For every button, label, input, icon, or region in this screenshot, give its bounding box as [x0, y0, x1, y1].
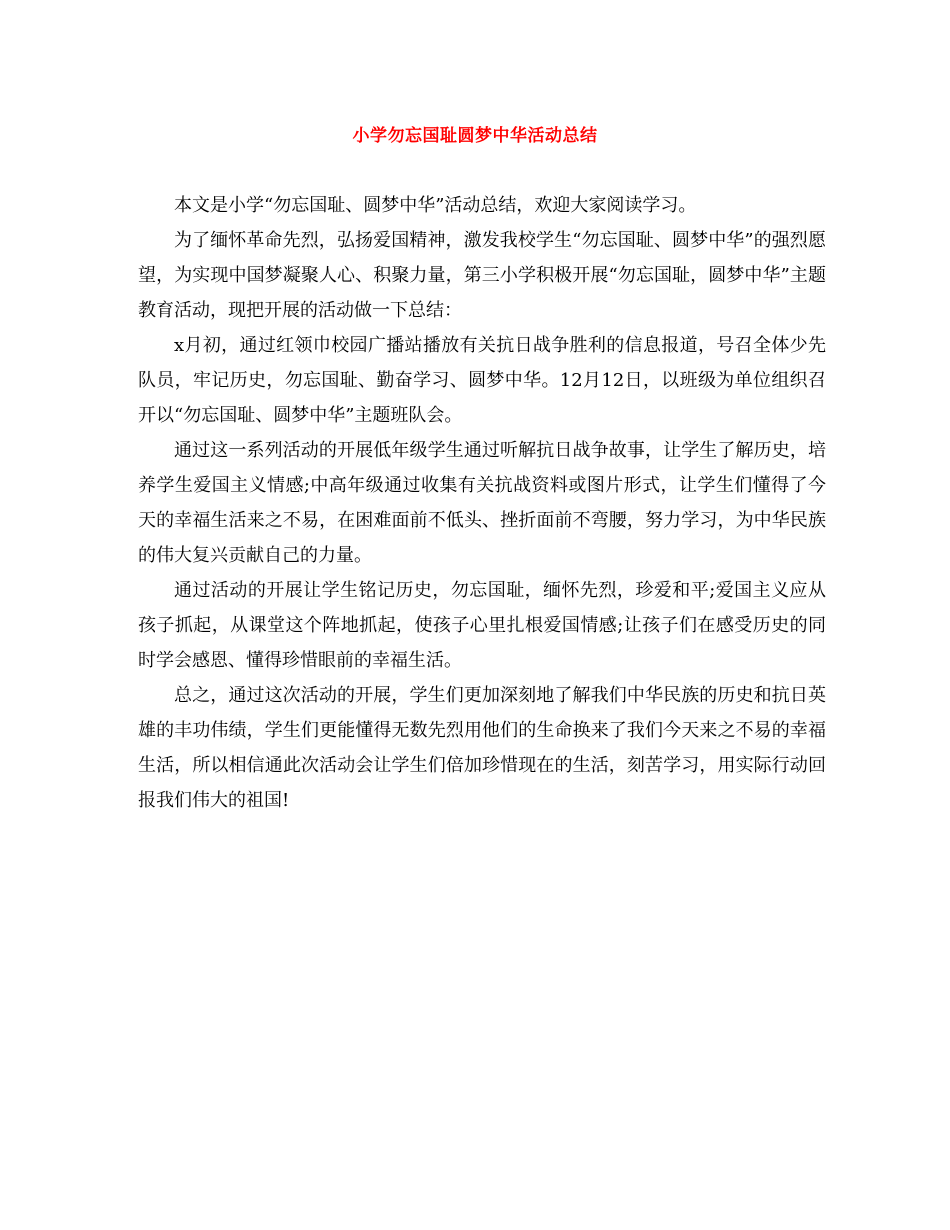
paragraph-activities: x月初，通过红领巾校园广播站播放有关抗日战争胜利的信息报道，号召全体少先队员，牢记历史，勿忘国耻、勤奋学习、圆梦中华。12月12日，以班级为单位组织召开以“勿忘国耻、圆梦中华”主题班队会。 — [138, 335, 826, 426]
document-title: 小学勿忘国耻圆梦中华活动总结 — [352, 126, 598, 146]
paragraph-purpose: 为了缅怀革命先烈，弘扬爱国精神，激发我校学生“勿忘国耻、圆梦中华”的强烈愿望，为实现中国梦凝聚人心、积聚力量，第三小学积极开展“勿忘国耻，圆梦中华”主题教育活动，现把开展的活动做一下总结： — [138, 230, 826, 321]
paragraph-conclusion: 总之，通过这次活动的开展，学生们更加深刻地了解我们中华民族的历史和抗日英雄的丰功伟绩，学生们更能懂得无数先烈用他们的生命换来了我们今天来之不易的幸福生活，所以相信通此次活动会让学生们倍加珍惜现在的生活，刻苦学习，用实际行动回报我们伟大的祖国! — [138, 685, 826, 811]
paragraph-intro: 本文是小学“勿忘国耻、圆梦中华”活动总结，欢迎大家阅读学习。 — [174, 195, 697, 216]
document-body — [138, 188, 826, 818]
paragraph-effects: 通过这一系列活动的开展低年级学生通过听解抗日战争故事，让学生了解历史，培养学生爱国主义情感;中高年级通过收集有关抗战资料或图片形式，让学生们懂得了今天的幸福生活来之不易，在困难面前不低头、挫折面前不弯腰，努力学习，为中华民族的伟大复兴贡献自己的力量。 — [138, 440, 826, 566]
paragraph-significance: 通过活动的开展让学生铭记历史，勿忘国耻，缅怀先烈，珍爱和平;爱国主义应从孩子抓起，从课堂这个阵地抓起，使孩子心里扎根爱国情感;让孩子们在感受历史的同时学会感恩、懂得珍惜眼前的幸福生活。 — [138, 580, 826, 671]
